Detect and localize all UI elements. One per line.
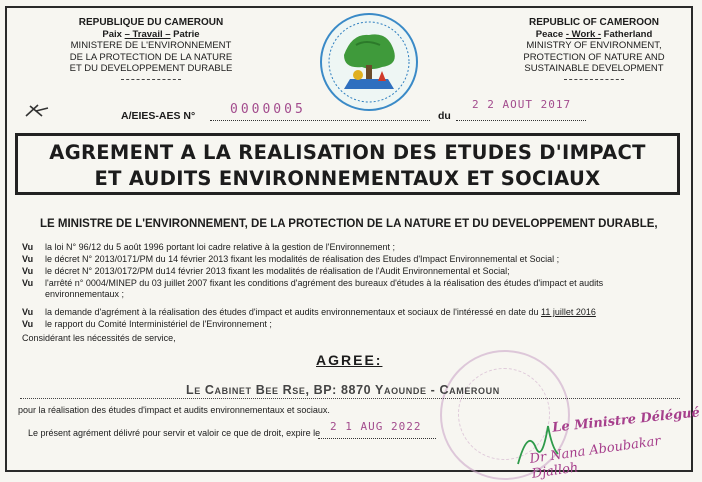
ministry-en-3: SUSTAINABLE DEVELOPMENT	[524, 63, 664, 74]
agree-heading: AGREE:	[316, 352, 383, 368]
title-box	[15, 133, 680, 195]
ministry-fr-3: ET DU DEVELOPPEMENT DURABLE	[69, 63, 233, 74]
vu-item: Vu le décret N° 2013/0172/PM du14 février 2013 fixant les modalités de réalisation de l'Audit Environnemental et Social;	[22, 266, 510, 276]
signatory-title: Le Ministre Délégué	[551, 405, 701, 436]
vu-item: Vu le rapport du Comité Interministériel de l'Environnement ;	[22, 319, 272, 329]
ministry-logo	[320, 13, 418, 111]
ministry-en-2: PROTECTION OF NATURE AND	[523, 51, 665, 63]
vu-item: Vu la loi N° 96/12 du 5 août 1996 portant loi cadre relative à la gestion de l'Environnement ;	[22, 242, 396, 252]
considerant-text: Considérant les nécessités de service,	[22, 333, 176, 343]
reference-date: 2 2 AOUT 2017	[472, 98, 572, 111]
header-left	[62, 17, 240, 80]
date-label: du	[438, 110, 451, 122]
ministry-en-1: MINISTRY OF ENVIRONMENT,	[526, 40, 662, 51]
header-right	[508, 17, 680, 80]
reference-label: A/EIES-AES N°	[121, 110, 196, 122]
validity-text: Le présent agrément délivré pour servir et valoir ce que de droit, expire le	[28, 428, 321, 438]
demande-date: 11 juillet 2016	[540, 307, 596, 317]
signature-flourish-icon	[514, 418, 560, 470]
vu-item: Vu le décret N° 2013/0171/PM du 14 février 2013 fixant les modalités de réalisation des Etudes d'Impact Environnemental et Social ;	[22, 254, 560, 264]
signatory-name: Dr Nana Aboubakar Djalloh	[528, 433, 662, 482]
country-en: REPUBLIC OF CAMEROON	[529, 17, 659, 28]
motto-en: Peace - Work - Fatherland	[535, 28, 653, 40]
header-left-divider	[121, 79, 181, 80]
beneficiary-line	[20, 398, 680, 399]
title-line-2: ET AUDITS ENVIRONNEMENTAUX ET SOCIAUX	[94, 167, 601, 190]
motto-fr: Paix – Travail – Patrie	[102, 28, 200, 40]
minister-heading: LE MINISTRE DE L'ENVIRONNEMENT, DE LA PROTECTION DE LA NATURE ET DU DEVELOPPEMENT DURABLE,	[40, 218, 658, 230]
ministry-fr-1: MINISTERE DE L'ENVIRONNEMENT	[70, 40, 232, 51]
tree-emblem-icon	[322, 15, 416, 109]
title-line-1: AGREMENT A LA REALISATION DES ETUDES D'IMPACT	[49, 141, 646, 164]
purpose-text: pour la réalisation des études d'impact et audits environnementaux et sociaux.	[18, 405, 330, 415]
ministry-fr-2: DE LA PROTECTION DE LA NATURE	[69, 51, 233, 63]
vu-item: Vu la demande d'agrément à la réalisation des études d'impact et audits environnementaux et sociaux de l'intéressé en date du 11 juillet 2016	[22, 307, 596, 317]
vu-item: Vu l'arrêté n° 0004/MINEP du 03 juillet 2007 fixant les conditions d'agrément des bureaux d'études à la réalisation des études d'impact et audits environnementaux ;	[22, 278, 604, 299]
country-fr: REPUBLIQUE DU CAMEROUN	[78, 17, 224, 28]
handwritten-mark-icon	[24, 102, 50, 120]
header-right-divider	[564, 79, 624, 80]
beneficiary-name: Le Cabinet Bee Rse, BP: 8870 Yaounde - Cameroun	[186, 383, 500, 397]
expiry-date: 2 1 AUG 2022	[330, 420, 422, 433]
reference-number: 0000005	[230, 102, 306, 117]
